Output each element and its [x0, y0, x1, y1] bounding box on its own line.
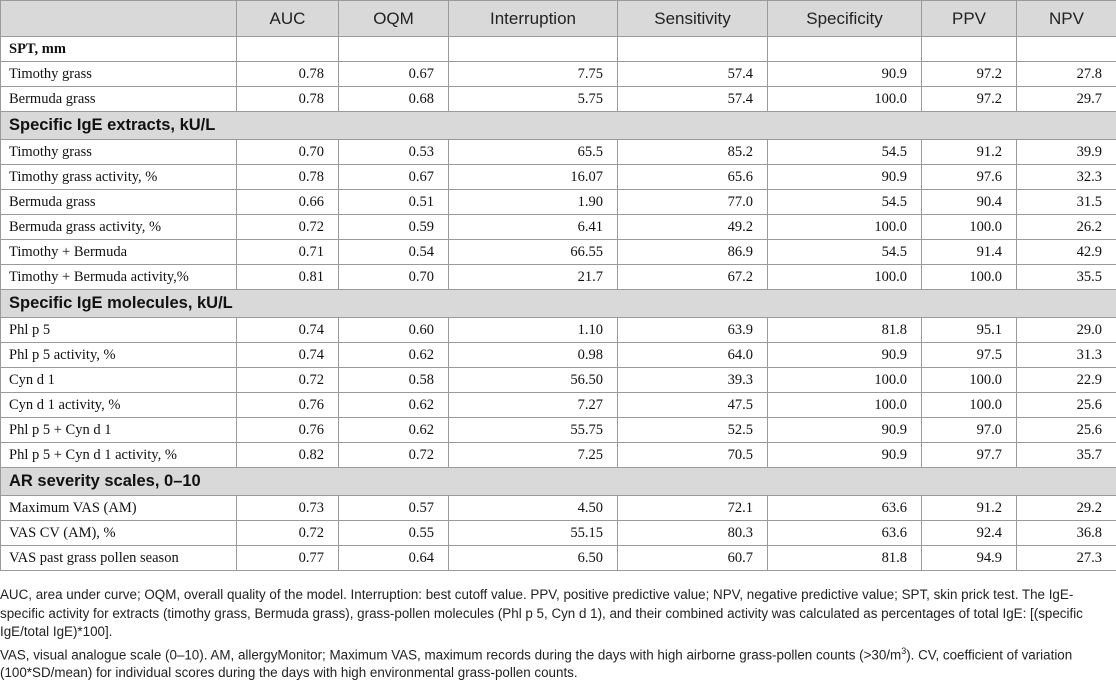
- empty-cell: [1017, 37, 1116, 62]
- table-cell: 92.4: [922, 521, 1017, 546]
- section-row-spt: [1, 37, 1116, 62]
- table-cell: 67.2: [618, 265, 768, 290]
- table-cell: 91.2: [922, 496, 1017, 521]
- table-cell: 0.76: [237, 393, 339, 418]
- row-label: Maximum VAS (AM): [1, 496, 237, 521]
- table-cell: 0.67: [339, 62, 449, 87]
- table-cell: 86.9: [618, 240, 768, 265]
- table-cell: 64.0: [618, 343, 768, 368]
- table-cell: 90.9: [768, 418, 922, 443]
- row-label: Bermuda grass activity, %: [1, 215, 237, 240]
- table-cell: 47.5: [618, 393, 768, 418]
- empty-cell: [618, 37, 768, 62]
- table-cell: 0.77: [237, 546, 339, 571]
- table-cell: 0.78: [237, 165, 339, 190]
- table-row: [1, 62, 1116, 87]
- table-row: [1, 443, 1116, 468]
- table-footnotes: [0, 586, 1112, 683]
- table-cell: 100.0: [768, 393, 922, 418]
- table-cell: 25.6: [1017, 393, 1116, 418]
- table-cell: 35.5: [1017, 265, 1116, 290]
- table-cell: 7.25: [449, 443, 618, 468]
- table-row: [1, 165, 1116, 190]
- table-cell: 0.73: [237, 496, 339, 521]
- empty-cell: [339, 37, 449, 62]
- table-cell: 65.6: [618, 165, 768, 190]
- table-cell: 0.57: [339, 496, 449, 521]
- row-label: Cyn d 1: [1, 368, 237, 393]
- table-row: [1, 418, 1116, 443]
- table-cell: 0.74: [237, 318, 339, 343]
- table-cell: 54.5: [768, 190, 922, 215]
- row-label: Bermuda grass: [1, 190, 237, 215]
- row-label: Phl p 5: [1, 318, 237, 343]
- table-row: [1, 546, 1116, 571]
- table-cell: 52.5: [618, 418, 768, 443]
- table-cell: 42.9: [1017, 240, 1116, 265]
- table-cell: 100.0: [922, 368, 1017, 393]
- table-cell: 100.0: [768, 215, 922, 240]
- table-cell: 60.7: [618, 546, 768, 571]
- table-cell: 95.1: [922, 318, 1017, 343]
- table-cell: 90.9: [768, 165, 922, 190]
- table-cell: 32.3: [1017, 165, 1116, 190]
- row-label: VAS past grass pollen season: [1, 546, 237, 571]
- table-cell: 90.9: [768, 443, 922, 468]
- footnote-abbreviations: AUC, area under curve; OQM, overall quality of the model. Interruption: best cutoff value. PPV, positive predictive value; NPV, negative predictive value; SPT, skin prick test. The IgE-specific activity for extracts (timothy grass, Bermuda grass), grass-pollen molecules (Phl p 5, Cyn d 1), and their combined activity was calculated as percentages of total IgE: [(specific IgE/total IgE)*100].: [0, 587, 1083, 639]
- table-cell: 97.2: [922, 87, 1017, 112]
- empty-cell: [922, 37, 1017, 62]
- table-cell: 0.67: [339, 165, 449, 190]
- table-cell: 35.7: [1017, 443, 1116, 468]
- table-cell: 56.50: [449, 368, 618, 393]
- table-cell: 29.0: [1017, 318, 1116, 343]
- empty-cell: [768, 37, 922, 62]
- table-cell: 0.98: [449, 343, 618, 368]
- table-cell: 0.72: [237, 368, 339, 393]
- table-cell: 7.75: [449, 62, 618, 87]
- table-cell: 36.8: [1017, 521, 1116, 546]
- header-interruption: Interruption: [449, 1, 618, 37]
- table-cell: 16.07: [449, 165, 618, 190]
- table-cell: 29.2: [1017, 496, 1116, 521]
- header-row: [1, 1, 1116, 37]
- header-ppv: PPV: [922, 1, 1017, 37]
- table-cell: 1.90: [449, 190, 618, 215]
- table-cell: 54.5: [768, 240, 922, 265]
- table-cell: 100.0: [768, 87, 922, 112]
- header-cell: [1, 1, 237, 37]
- table-cell: 0.70: [237, 140, 339, 165]
- table-cell: 65.5: [449, 140, 618, 165]
- table-cell: 26.2: [1017, 215, 1116, 240]
- row-label: Timothy + Bermuda: [1, 240, 237, 265]
- table-cell: 90.9: [768, 343, 922, 368]
- table-cell: 0.81: [237, 265, 339, 290]
- table-cell: 0.53: [339, 140, 449, 165]
- table-cell: 54.5: [768, 140, 922, 165]
- row-label: VAS CV (AM), %: [1, 521, 237, 546]
- row-label: Timothy grass: [1, 140, 237, 165]
- table-cell: 70.5: [618, 443, 768, 468]
- table-cell: 63.6: [768, 521, 922, 546]
- table-row: [1, 521, 1116, 546]
- table-cell: 63.9: [618, 318, 768, 343]
- row-label: Timothy + Bermuda activity,%: [1, 265, 237, 290]
- table-cell: 72.1: [618, 496, 768, 521]
- table-cell: 0.62: [339, 343, 449, 368]
- footnote-vas-text: VAS, visual analogue scale (0–10). AM, allergyMonitor; Maximum VAS, maximum records during the days with high airborne grass-pollen counts (>30/m: [0, 646, 902, 662]
- table-cell: 90.9: [768, 62, 922, 87]
- table-cell: 6.41: [449, 215, 618, 240]
- table-row: [1, 343, 1116, 368]
- footnote-vas: [0, 642, 1112, 683]
- table-cell: 100.0: [922, 393, 1017, 418]
- table-cell: 97.5: [922, 343, 1017, 368]
- table-cell: 31.3: [1017, 343, 1116, 368]
- table-cell: 0.54: [339, 240, 449, 265]
- table-cell: 25.6: [1017, 418, 1116, 443]
- table-row: [1, 265, 1116, 290]
- section-title: Specific IgE extracts, kU/L: [1, 112, 1116, 140]
- table-row: [1, 87, 1116, 112]
- table-cell: 0.76: [237, 418, 339, 443]
- section-band: [1, 290, 1116, 318]
- table-cell: 0.66: [237, 190, 339, 215]
- table-cell: 0.78: [237, 87, 339, 112]
- table-row: [1, 368, 1116, 393]
- table-cell: 49.2: [618, 215, 768, 240]
- table-row: [1, 140, 1116, 165]
- table-cell: 27.3: [1017, 546, 1116, 571]
- table-cell: 100.0: [768, 265, 922, 290]
- table-cell: 0.64: [339, 546, 449, 571]
- table-row: [1, 240, 1116, 265]
- table-cell: 0.72: [237, 215, 339, 240]
- row-label: Bermuda grass: [1, 87, 237, 112]
- table-cell: 1.10: [449, 318, 618, 343]
- header-specificity: Specificity: [768, 1, 922, 37]
- table-cell: 39.9: [1017, 140, 1116, 165]
- table-cell: 0.72: [237, 521, 339, 546]
- table-cell: 22.9: [1017, 368, 1116, 393]
- table-cell: 66.55: [449, 240, 618, 265]
- header-sensitivity: Sensitivity: [618, 1, 768, 37]
- empty-cell: [449, 37, 618, 62]
- table-cell: 31.5: [1017, 190, 1116, 215]
- table-cell: 97.7: [922, 443, 1017, 468]
- table-cell: 55.15: [449, 521, 618, 546]
- table-cell: 0.51: [339, 190, 449, 215]
- empty-cell: [237, 37, 339, 62]
- row-label: Phl p 5 + Cyn d 1: [1, 418, 237, 443]
- table-cell: 90.4: [922, 190, 1017, 215]
- row-label: Timothy grass activity, %: [1, 165, 237, 190]
- table-cell: 81.8: [768, 546, 922, 571]
- table-cell: 100.0: [768, 368, 922, 393]
- table-cell: 100.0: [922, 265, 1017, 290]
- row-label: Cyn d 1 activity, %: [1, 393, 237, 418]
- section-band: [1, 468, 1116, 496]
- table-row: [1, 496, 1116, 521]
- table-cell: 0.55: [339, 521, 449, 546]
- table-cell: 0.71: [237, 240, 339, 265]
- table-cell: 57.4: [618, 87, 768, 112]
- table-cell: 0.78: [237, 62, 339, 87]
- table-cell: 7.27: [449, 393, 618, 418]
- table-cell: 100.0: [922, 215, 1017, 240]
- table-cell: 81.8: [768, 318, 922, 343]
- section-band: [1, 112, 1116, 140]
- table-cell: 0.74: [237, 343, 339, 368]
- row-label: Phl p 5 + Cyn d 1 activity, %: [1, 443, 237, 468]
- table-cell: 55.75: [449, 418, 618, 443]
- table-cell: 27.8: [1017, 62, 1116, 87]
- table-cell: 0.59: [339, 215, 449, 240]
- table-cell: 0.72: [339, 443, 449, 468]
- table-cell: 63.6: [768, 496, 922, 521]
- table-cell: 91.4: [922, 240, 1017, 265]
- table-cell: 0.60: [339, 318, 449, 343]
- table-cell: 0.62: [339, 418, 449, 443]
- header-auc: AUC: [237, 1, 339, 37]
- table-row: [1, 215, 1116, 240]
- table-cell: 85.2: [618, 140, 768, 165]
- table-cell: 0.82: [237, 443, 339, 468]
- table-cell: 77.0: [618, 190, 768, 215]
- footnote-vas-text-end: ). CV, coefficient of variation (100*SD/mean) for individual scores during the days with high environmental grass-pollen counts.: [0, 646, 1073, 681]
- section-title: SPT, mm: [1, 37, 237, 62]
- table-cell: 0.70: [339, 265, 449, 290]
- table-cell: 97.6: [922, 165, 1017, 190]
- section-title: Specific IgE molecules, kU/L: [1, 290, 1116, 318]
- section-title: AR severity scales, 0–10: [1, 468, 1116, 496]
- table-cell: 29.7: [1017, 87, 1116, 112]
- header-npv: NPV: [1017, 1, 1116, 37]
- table-row: [1, 190, 1116, 215]
- table-cell: 57.4: [618, 62, 768, 87]
- header-oqm: OQM: [339, 1, 449, 37]
- table-cell: 0.68: [339, 87, 449, 112]
- table-cell: 4.50: [449, 496, 618, 521]
- row-label: Timothy grass: [1, 62, 237, 87]
- table-cell: 0.58: [339, 368, 449, 393]
- table-cell: 91.2: [922, 140, 1017, 165]
- row-label: Phl p 5 activity, %: [1, 343, 237, 368]
- table-cell: 21.7: [449, 265, 618, 290]
- footnote-superscript: 3: [901, 645, 907, 656]
- table-cell: 0.62: [339, 393, 449, 418]
- table-body: [1, 37, 1116, 571]
- table-cell: 94.9: [922, 546, 1017, 571]
- table-cell: 39.3: [618, 368, 768, 393]
- table-cell: 6.50: [449, 546, 618, 571]
- table-cell: 97.2: [922, 62, 1017, 87]
- table-cell: 97.0: [922, 418, 1017, 443]
- table-row: [1, 393, 1116, 418]
- table-cell: 5.75: [449, 87, 618, 112]
- table-cell: 80.3: [618, 521, 768, 546]
- table-row: [1, 318, 1116, 343]
